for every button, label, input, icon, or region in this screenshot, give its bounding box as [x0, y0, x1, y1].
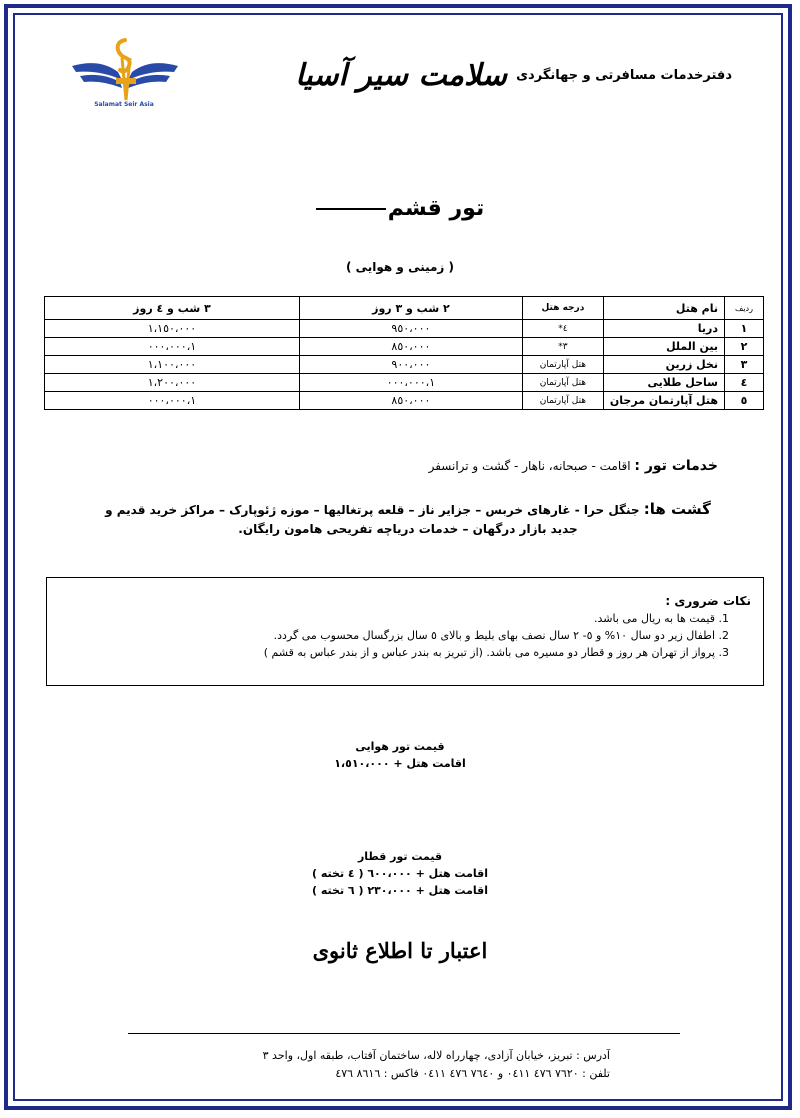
notes-title: نکات ضروری :	[665, 594, 751, 608]
validity-notice: اعتبار تا اطلاع ثانوی	[312, 938, 488, 963]
notes-list	[59, 610, 751, 661]
table-row	[45, 392, 764, 410]
price-3n4d: ١،۰۰۰،۰۰۰	[45, 392, 300, 410]
row-number: ٢	[725, 338, 764, 356]
footer-divider	[128, 1033, 680, 1034]
hotel-name: دریا	[603, 320, 724, 338]
header-hotel-grade: درجه هتل	[522, 297, 603, 320]
air-price-title: قیمت تور هوایی	[355, 740, 445, 753]
header-price-3n4d: ۳ شب و ٤ روز	[45, 297, 300, 320]
note-item: 1. قیمت ها به ریال می باشد.	[59, 610, 715, 627]
header-row-number: ردیف	[725, 297, 764, 320]
table-row	[45, 374, 764, 392]
train-price-line-6bed: اقامت هتل + ٢٣۰،۰۰۰ ( ٦ تخته )	[312, 884, 488, 897]
note-item: 2. اطفال زیر دو سال ١۰% و ٥- ٢ سال نصف بهای بلیط و بالای ٥ سال بزرگسال محسوب می گردد.	[59, 627, 715, 644]
tour-title: تور قشم	[387, 196, 485, 221]
excursions-label: گشت ها:	[643, 500, 711, 518]
company-header	[295, 58, 732, 93]
footer-address: آدرس : تبریز، خیابان آزادی، چهارراه لاله، ساختمان آفتاب، طبقه اول، واحد ٣	[262, 1049, 610, 1062]
price-3n4d: ١،۰۰۰،۰۰۰	[45, 338, 300, 356]
price-2n3d: ١،۰۰۰،۰۰۰	[299, 374, 522, 392]
train-price-title: قیمت تور قطار	[357, 850, 443, 863]
price-2n3d: ۹۰۰،۰۰۰	[299, 356, 522, 374]
table-row	[45, 320, 764, 338]
hotel-name: هتل آپارتمان مرجان	[603, 392, 724, 410]
price-3n4d: ١،٢۰۰،۰۰۰	[45, 374, 300, 392]
price-2n3d: ٨٥۰،۰۰۰	[299, 392, 522, 410]
hotel-grade: هتل آپارتمان	[522, 374, 603, 392]
air-tour-price	[0, 738, 800, 772]
train-price-line-4bed: اقامت هتل + ٦۰۰،۰۰۰ ( ٤ تخته )	[312, 867, 488, 880]
tour-excursions	[90, 500, 726, 539]
price-3n4d: ١،١۰۰،۰۰۰	[45, 356, 300, 374]
company-logo	[70, 36, 180, 108]
price-table	[44, 296, 764, 410]
table-row	[45, 356, 764, 374]
hotel-name: نخل زرین	[603, 356, 724, 374]
tour-subtitle: ( زمینی و هوایی )	[345, 260, 455, 274]
contact-footer	[263, 1047, 610, 1083]
excursions-text: جنگل حرا - غارهای خربس – جزایر ناز – قلعه پرتغالیها – موزه ژئوپارک – مراکز خرید قدیم و جدید بازار درگهان – خدمات دریاچه تفریحی هامون رایگان.	[105, 503, 640, 536]
price-3n4d: ١،١٥۰،۰۰۰	[45, 320, 300, 338]
row-number: ١	[725, 320, 764, 338]
header-prefix: دفترخدمات مسافرتی و جهانگردی	[516, 68, 732, 83]
hotel-grade: هتل آپارتمان	[522, 356, 603, 374]
brand-name: سلامت سیر آسیا	[295, 58, 508, 93]
logo-caption: Salamat Seir Asia	[94, 101, 154, 108]
header-hotel-name: نام هتل	[603, 297, 724, 320]
tour-title-block	[0, 196, 800, 221]
table-row	[45, 338, 764, 356]
train-tour-price	[0, 848, 800, 899]
services-text: اقامت - صبحانه، ناهار - گشت و ترانسفر	[428, 459, 631, 473]
hotel-name: بین الملل	[603, 338, 724, 356]
price-2n3d: ۹٥۰،۰۰۰	[299, 320, 522, 338]
hotel-name: ساحل طلایی	[603, 374, 724, 392]
note-item: 3. پرواز از تهران هر روز و قطار دو مسیره می باشد. (از تبریز به بندر عباس و از بندر عباس به قشم )	[59, 644, 715, 661]
hotel-grade: ٤*	[522, 320, 603, 338]
row-number: ٤	[725, 374, 764, 392]
price-2n3d: ٨٥۰،۰۰۰	[299, 338, 522, 356]
hotel-grade: ٣*	[522, 338, 603, 356]
tour-services	[429, 458, 718, 474]
row-number: ٥	[725, 392, 764, 410]
services-label: خدمات تور :	[634, 458, 718, 474]
air-price-line: اقامت هتل + ١،٥١۰،۰۰۰	[334, 757, 466, 770]
header-price-2n3d: ۲ شب و ۳ روز	[299, 297, 522, 320]
hotel-grade: هتل آپارتمان	[522, 392, 603, 410]
row-number: ٣	[725, 356, 764, 374]
important-notes-box	[46, 577, 764, 686]
title-underline	[316, 208, 386, 210]
footer-phone: تلفن : ٧٦٢۰ ٤٧٦ ۰٤١١ و ٧٦٤۰ ٤٧٦ ۰٤١١ فاکس : ٨٦١٦ ٤٧٦	[335, 1067, 610, 1080]
table-header-row	[45, 297, 764, 320]
